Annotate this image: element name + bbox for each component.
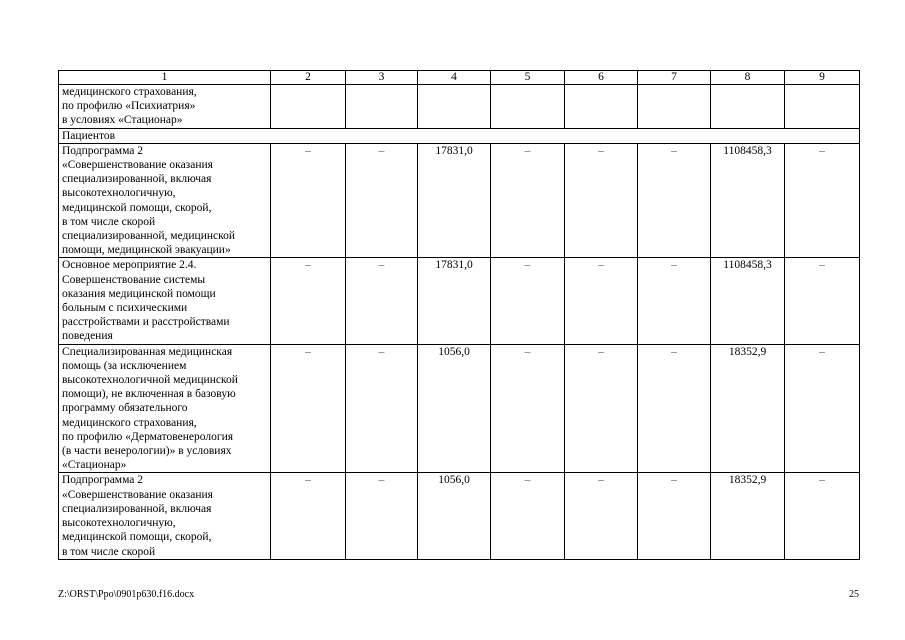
table-cell [785, 85, 860, 129]
column-header: 3 [346, 71, 418, 85]
table-cell: – [271, 473, 346, 559]
data-table [58, 70, 860, 560]
row-description-text: Подпрограмма 2 «Совершенствование оказания специализированной, включая высокотехнологичную, медицинской помощи, скорой, в том числе скорой специализированной, медицинской помощи, медицинской эвакуации» [62, 144, 236, 257]
table-cell [491, 85, 565, 129]
header-row [59, 71, 860, 85]
table-cell: 18352,9 [711, 473, 785, 559]
table-cell: – [346, 473, 418, 559]
table-row [59, 85, 860, 129]
table-cell: – [785, 258, 860, 344]
table-cell: – [491, 258, 565, 344]
file-path: Z:\ORST\Ppo\0901p630.f16.docx [58, 589, 195, 600]
table-cell: – [565, 258, 638, 344]
table-cell: 18352,9 [711, 344, 785, 473]
table-cell: – [491, 143, 565, 258]
table-row [59, 473, 860, 559]
table-body [59, 85, 860, 560]
table-cell: – [638, 258, 711, 344]
table-cell [418, 85, 491, 129]
column-header: 6 [565, 71, 638, 85]
table-cell: – [346, 143, 418, 258]
table-cell: – [271, 258, 346, 344]
column-header: 9 [785, 71, 860, 85]
table-cell [565, 85, 638, 129]
page-number: 25 [849, 589, 859, 600]
table-cell: – [785, 143, 860, 258]
table-cell: – [491, 344, 565, 473]
row-description [59, 85, 271, 129]
table-cell: – [785, 473, 860, 559]
table-cell: – [346, 258, 418, 344]
table-cell [638, 85, 711, 129]
table-cell: – [638, 473, 711, 559]
table-cell [711, 85, 785, 129]
table-cell: – [271, 344, 346, 473]
table-cell: 17831,0 [418, 143, 491, 258]
table-row [59, 344, 860, 473]
column-header: 1 [59, 71, 271, 85]
table-cell: – [785, 344, 860, 473]
table-cell: – [271, 143, 346, 258]
table-cell: – [565, 143, 638, 258]
table-cell: – [638, 344, 711, 473]
table-cell: – [638, 143, 711, 258]
table-cell: – [565, 473, 638, 559]
table-cell: 17831,0 [418, 258, 491, 344]
row-description [59, 344, 271, 473]
row-description [59, 143, 271, 258]
table-cell: – [491, 473, 565, 559]
row-description [59, 473, 271, 559]
row-description [59, 258, 271, 344]
table-cell: 1056,0 [418, 344, 491, 473]
row-description-text: медицинского страхования, по профилю «Психиатрия» в условиях «Стационар» [62, 86, 197, 127]
column-header: 2 [271, 71, 346, 85]
column-header: 4 [418, 71, 491, 85]
row-description-text: Специализированная медицинская помощь (за исключением высокотехнологичной медицинской помощи), не включенная в базовую программу обязательного медицинского страхования, по профилю «Дерматовенерология (в части венерологии)» в условиях «Стационар» [62, 345, 238, 472]
table-cell: – [346, 344, 418, 473]
row-description-text: Основное мероприятие 2.4. Совершенствование системы оказания медицинской помощи больным с психическими расстройствами и расстройствами поведения [62, 259, 230, 343]
column-header: 7 [638, 71, 711, 85]
table-row [59, 258, 860, 344]
table-cell [346, 85, 418, 129]
table-row [59, 143, 860, 258]
section-label: Пациентов [59, 128, 860, 143]
table-cell: 1108458,3 [711, 258, 785, 344]
table-cell: – [565, 344, 638, 473]
table-cell [271, 85, 346, 129]
table-cell: 1108458,3 [711, 143, 785, 258]
row-description-text: Подпрограмма 2 «Совершенствование оказания специализированной, включая высокотехнологичную, медицинской помощи, скорой, в том числе скорой [62, 474, 213, 558]
section-row [59, 128, 860, 143]
table-cell: 1056,0 [418, 473, 491, 559]
column-header: 8 [711, 71, 785, 85]
column-header: 5 [491, 71, 565, 85]
